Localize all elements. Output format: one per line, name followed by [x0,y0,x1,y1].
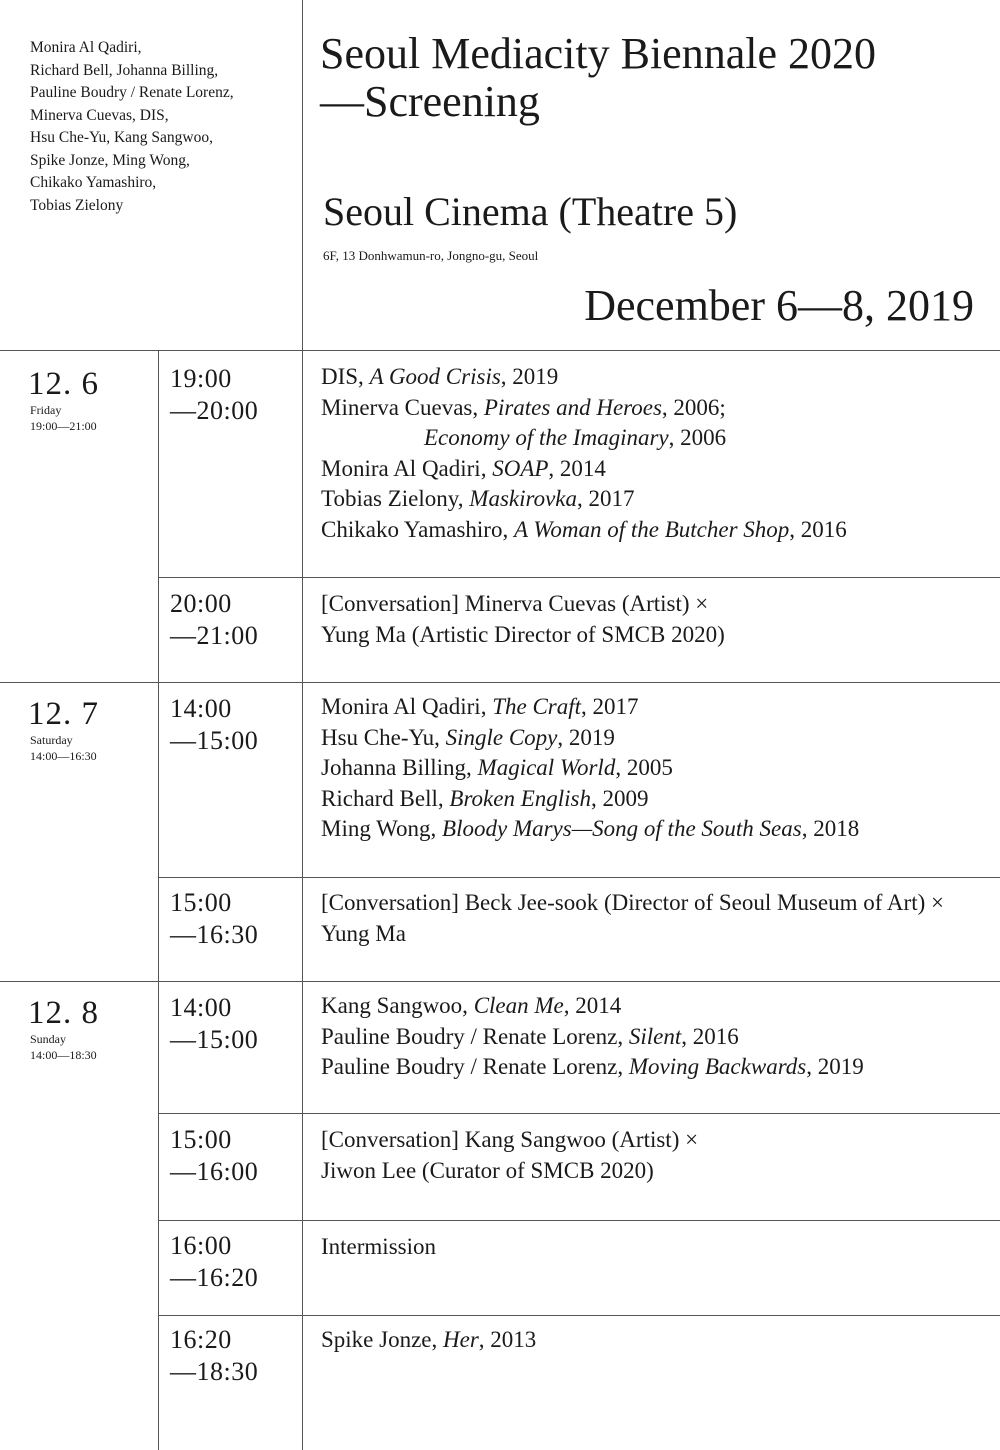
slot-end: —16:30 [170,920,259,949]
entry-artist: Tobias Zielony, [321,486,470,511]
day-hours: 19:00—21:00 [30,419,97,433]
entry-work: Magical World [477,755,616,780]
slot-time [170,693,295,757]
day-hours: 14:00—18:30 [30,1048,97,1062]
venue-name: Seoul Cinema (Theatre 5) [323,189,738,234]
day-date: 12. 7 [28,696,99,732]
program-entry [321,1022,981,1053]
artist-line: Chikako Yamashiro, [30,174,157,191]
slot-entries [321,1125,981,1186]
entry-work: Bloody Marys—Song of the South Seas [442,816,802,841]
program-entry [321,484,981,515]
entry-artist: Spike Jonze, [321,1327,444,1352]
slot-start: 16:00 [170,1231,232,1260]
day-weekday: Friday [30,403,62,417]
entry-artist: Hsu Che-Yu, [321,724,446,750]
artist-line: Minerva Cuevas, DIS, [30,106,169,124]
entry-artist: Kang Sangwoo, [321,993,474,1018]
day-date: 12. 8 [28,995,99,1031]
slot-start: 19:00 [170,364,232,393]
entry-year: , 2009 [590,785,649,811]
entry-year: , 2019 [806,1054,864,1079]
program-entry: [Conversation] Kang Sangwoo (Artist) × [321,1127,699,1152]
slot-divider [158,1113,1000,1114]
day-label [28,995,153,1063]
entry-year: , 2019 [500,364,559,389]
program-entry [321,1325,981,1356]
artist-line: Tobias Zielony [30,196,124,214]
entry-artist: Pauline Boudry / Renate Lorenz, [321,1054,629,1079]
slot-end: —20:00 [170,396,259,425]
slot-time [170,992,295,1056]
entry-year: , 2019 [557,724,615,750]
entry-year: , 2014 [563,993,622,1018]
entry-artist: Richard Bell, [321,785,450,811]
header-divider [302,0,303,350]
program-entry [321,814,981,845]
program-entry [321,784,981,815]
entry-artist: Minerva Cuevas, [321,394,484,420]
slot-entries [321,1325,981,1356]
slot-entries [321,362,981,545]
artist-line: Spike Jonze, Ming Wong, [30,151,190,169]
entry-year: , 2005 [615,755,673,780]
entry-artist: Johanna Billing, [321,755,478,780]
entry-year: , 2017 [577,486,635,511]
slot-start: 14:00 [170,694,232,723]
day-label [28,366,153,434]
program-entry: Yung Ma (Artistic Director of SMCB 2020) [321,621,725,647]
artist-line: Monira Al Qadiri, [30,39,142,56]
entry-work: Maskirovka [469,486,578,511]
day-divider [0,682,1000,683]
entry-year: , 2017 [581,694,639,719]
entry-artist: Chikako Yamashiro, [321,516,514,542]
program-entry [321,515,981,546]
program-entry [321,423,981,454]
entry-year: , 2006; [661,394,726,420]
slot-time [170,1124,295,1188]
title-line: Seoul Mediacity Biennale 2020 [320,29,876,78]
entry-work: Clean Me [473,993,564,1018]
artist-list [30,37,300,217]
slot-entries [321,1232,981,1263]
entry-work: Silent [628,1023,682,1049]
entry-work: Moving Backwards [628,1054,807,1079]
date-column-divider [158,350,159,1450]
slot-entries [321,589,981,650]
slot-start: 14:00 [170,993,232,1022]
day-date: 12. 6 [28,366,99,402]
day-label [28,696,153,764]
program-entry [321,753,981,784]
header-bottom-rule [0,350,1000,351]
event-dates: December 6—8, 2019 [584,281,974,330]
entry-artist: DIS, [321,364,370,389]
entry-work: A Good Crisis [369,364,501,389]
entry-artist: Pauline Boudry / Renate Lorenz, [321,1023,629,1049]
page-title [320,30,876,126]
program-entry [321,723,981,754]
entry-work: SOAP [492,455,549,481]
program-entry [321,362,981,393]
program-entry: Intermission [321,1234,436,1259]
program-entry: [Conversation] Beck Jee-sook (Director of Seoul Museum of Art) × Yung Ma [321,890,944,946]
day-weekday: Saturday [30,733,73,747]
entry-work: Single Copy [445,724,558,750]
entry-year: , 2016 [681,1023,739,1049]
slot-time [170,588,295,652]
slot-time [170,363,295,427]
slot-end: —15:00 [170,726,259,755]
entry-work: Pirates and Heroes [483,394,662,420]
day-hours: 14:00—16:30 [30,749,97,763]
program-entry [321,454,981,485]
entry-work: Economy of the Imaginary [424,425,669,450]
slot-end: —15:00 [170,1025,259,1054]
title-line: —Screening [320,77,540,126]
entry-year: , 2016 [789,516,847,542]
entry-artist: Ming Wong, [321,816,443,841]
slot-end: —18:30 [170,1357,259,1386]
slot-time [170,1324,295,1388]
slot-end: —21:00 [170,621,259,650]
entry-work: The Craft [492,694,582,719]
entry-year: , 2018 [801,816,860,841]
day-weekday: Sunday [30,1032,66,1046]
slot-time [170,887,295,951]
entry-work: A Woman of the Butcher Shop [513,516,790,542]
program-entry: [Conversation] Minerva Cuevas (Artist) × [321,591,709,616]
slot-start: 20:00 [170,589,232,618]
entry-year: , 2006 [668,425,727,450]
slot-entries [321,991,981,1083]
program-entry [321,692,981,723]
artist-line: Hsu Che-Yu, Kang Sangwoo, [30,129,213,146]
slot-end: —16:20 [170,1263,259,1292]
slot-divider [158,877,1000,878]
artist-line: Richard Bell, Johanna Billing, [30,61,219,79]
slot-entries [321,692,981,845]
program-entry [321,991,981,1022]
slot-divider [158,1220,1000,1221]
day-divider [0,981,1000,982]
time-column-divider [302,350,303,1450]
entry-artist: Monira Al Qadiri, [321,694,493,719]
slot-start: 15:00 [170,1125,232,1154]
program-entry [321,1052,981,1083]
slot-divider [158,577,1000,578]
slot-divider [158,1315,1000,1316]
slot-time [170,1230,295,1294]
artist-line: Pauline Boudry / Renate Lorenz, [30,84,234,101]
entry-year: , 2014 [548,455,606,481]
program-entry [321,393,981,424]
entry-year: , 2013 [478,1327,537,1352]
venue-address: 6F, 13 Donhwamun-ro, Jongno-gu, Seoul [323,248,539,263]
entry-work: Her [443,1327,479,1352]
entry-artist: Monira Al Qadiri, [321,455,493,481]
slot-start: 16:20 [170,1325,232,1354]
slot-start: 15:00 [170,888,232,917]
program-entry: Jiwon Lee (Curator of SMCB 2020) [321,1157,654,1183]
slot-end: —16:00 [170,1157,259,1186]
slot-entries [321,888,981,949]
entry-work: Broken English [449,785,591,811]
